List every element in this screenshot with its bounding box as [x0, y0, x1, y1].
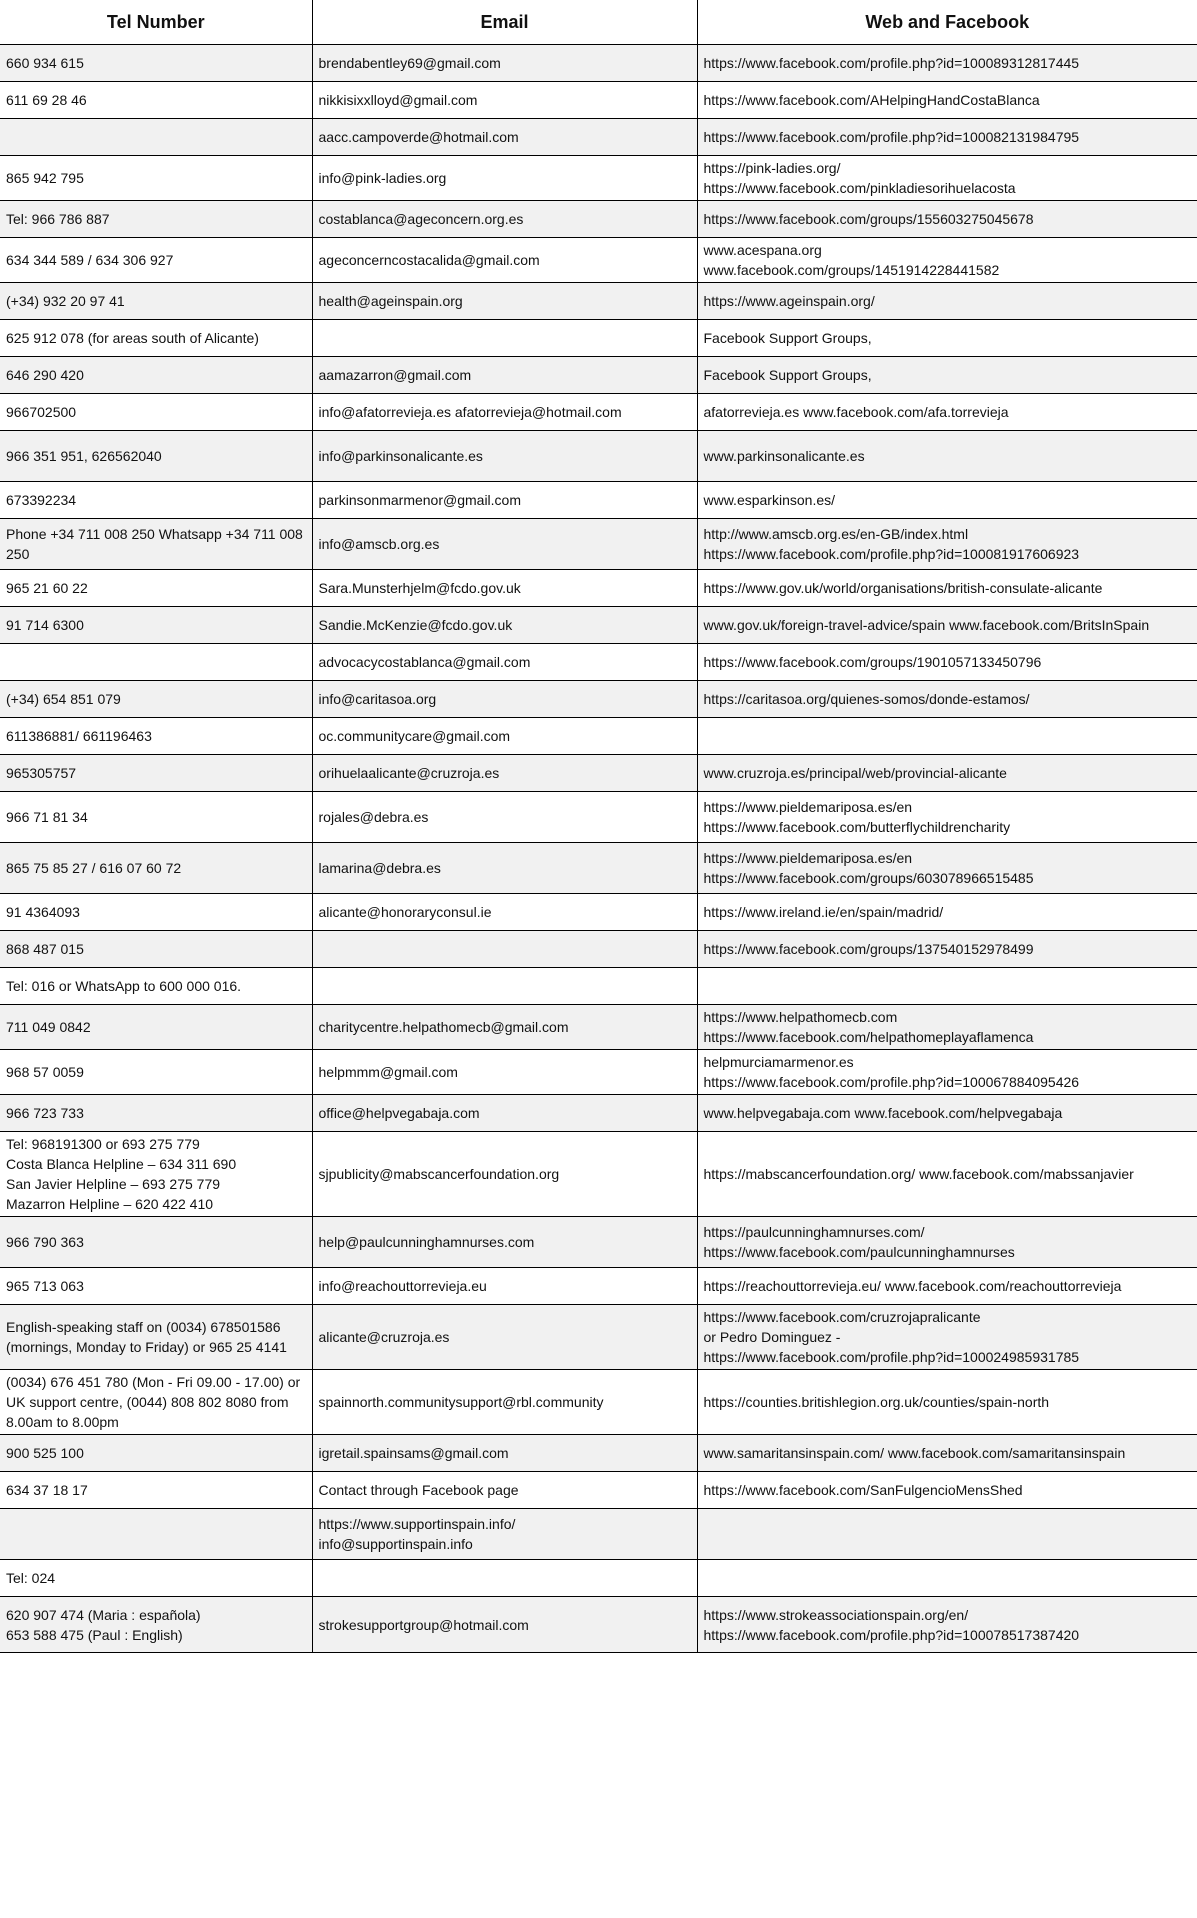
web-cell: https://www.strokeassociationspain.org/en/ https://www.facebook.com/profile.php?id=100078517387420: [697, 1597, 1197, 1653]
tel-cell: 711 049 0842: [0, 1005, 312, 1050]
tel-cell: 900 525 100: [0, 1435, 312, 1472]
web-cell: https://www.gov.uk/world/organisations/british-consulate-alicante: [697, 570, 1197, 607]
email-cell: info@afatorrevieja.es afatorrevieja@hotmail.com: [312, 394, 697, 431]
email-cell: alicante@cruzroja.es: [312, 1305, 697, 1370]
email-cell: info@parkinsonalicante.es: [312, 431, 697, 482]
tel-cell: 966 351 951, 626562040: [0, 431, 312, 482]
tel-cell: 965305757: [0, 755, 312, 792]
web-cell: [697, 718, 1197, 755]
web-cell: www.helpvegabaja.com www.facebook.com/helpvegabaja: [697, 1095, 1197, 1132]
email-cell: info@pink-ladies.org: [312, 156, 697, 201]
web-cell: https://www.facebook.com/AHelpingHandCostaBlanca: [697, 82, 1197, 119]
email-cell: nikkisixxlloyd@gmail.com: [312, 82, 697, 119]
header-tel-number: Tel Number: [0, 0, 312, 45]
tel-cell: 91 4364093: [0, 894, 312, 931]
table-row: [0, 238, 1197, 283]
tel-cell: Phone +34 711 008 250 Whatsapp +34 711 008 250: [0, 519, 312, 570]
email-cell: sjpublicity@mabscancerfoundation.org: [312, 1132, 697, 1217]
web-cell: www.gov.uk/foreign-travel-advice/spain www.facebook.com/BritsInSpain: [697, 607, 1197, 644]
email-cell: alicante@honoraryconsul.ie: [312, 894, 697, 931]
table-row: [0, 82, 1197, 119]
table-row: [0, 431, 1197, 482]
header-email: Email: [312, 0, 697, 45]
header-row: [0, 0, 1197, 45]
table-row: [0, 607, 1197, 644]
table-row: [0, 1268, 1197, 1305]
email-cell: [312, 1560, 697, 1597]
web-cell: afatorrevieja.es www.facebook.com/afa.torrevieja: [697, 394, 1197, 431]
web-cell: https://www.pieldemariposa.es/en https://www.facebook.com/butterflychildrencharity: [697, 792, 1197, 843]
email-cell: rojales@debra.es: [312, 792, 697, 843]
tel-cell: 611386881/ 661196463: [0, 718, 312, 755]
web-cell: helpmurciamarmenor.es https://www.facebook.com/profile.php?id=100067884095426: [697, 1050, 1197, 1095]
tel-cell: [0, 119, 312, 156]
web-cell: [697, 1560, 1197, 1597]
table-row: [0, 792, 1197, 843]
web-cell: Facebook Support Groups,: [697, 357, 1197, 394]
table-row: [0, 394, 1197, 431]
tel-cell: 620 907 474 (Maria : española) 653 588 475 (Paul : English): [0, 1597, 312, 1653]
web-cell: www.esparkinson.es/: [697, 482, 1197, 519]
web-cell: https://mabscancerfoundation.org/ www.facebook.com/mabssanjavier: [697, 1132, 1197, 1217]
table-row: [0, 570, 1197, 607]
table-row: [0, 718, 1197, 755]
tel-cell: 625 912 078 (for areas south of Alicante): [0, 320, 312, 357]
web-cell: https://reachouttorrevieja.eu/ www.facebook.com/reachouttorrevieja: [697, 1268, 1197, 1305]
web-cell: https://www.facebook.com/profile.php?id=100082131984795: [697, 119, 1197, 156]
email-cell: https://www.supportinspain.info/ info@supportinspain.info: [312, 1509, 697, 1560]
web-cell: www.samaritansinspain.com/ www.facebook.com/samaritansinspain: [697, 1435, 1197, 1472]
email-cell: orihuelaalicante@cruzroja.es: [312, 755, 697, 792]
email-cell: strokesupportgroup@hotmail.com: [312, 1597, 697, 1653]
web-cell: [697, 968, 1197, 1005]
web-cell: https://www.ireland.ie/en/spain/madrid/: [697, 894, 1197, 931]
email-cell: Contact through Facebook page: [312, 1472, 697, 1509]
email-cell: [312, 931, 697, 968]
web-cell: https://pink-ladies.org/ https://www.facebook.com/pinkladiesorihuelacosta: [697, 156, 1197, 201]
email-cell: charitycentre.helpathomecb@gmail.com: [312, 1005, 697, 1050]
tel-cell: 966 71 81 34: [0, 792, 312, 843]
email-cell: [312, 320, 697, 357]
email-cell: health@ageinspain.org: [312, 283, 697, 320]
tel-cell: 611 69 28 46: [0, 82, 312, 119]
web-cell: Facebook Support Groups,: [697, 320, 1197, 357]
tel-cell: 965 713 063: [0, 1268, 312, 1305]
email-cell: info@reachouttorrevieja.eu: [312, 1268, 697, 1305]
table-row: [0, 1435, 1197, 1472]
web-cell: www.cruzroja.es/principal/web/provincial-alicante: [697, 755, 1197, 792]
table-row: [0, 843, 1197, 894]
table-row: [0, 755, 1197, 792]
tel-cell: 660 934 615: [0, 45, 312, 82]
tel-cell: [0, 1509, 312, 1560]
table-row: [0, 644, 1197, 681]
tel-cell: English-speaking staff on (0034) 678501586 (mornings, Monday to Friday) or 965 25 4141: [0, 1305, 312, 1370]
web-cell: https://www.facebook.com/cruzrojapralicante or Pedro Dominguez - https://www.facebook.com/profile.php?id=100024985931785: [697, 1305, 1197, 1370]
tel-cell: (+34) 932 20 97 41: [0, 283, 312, 320]
email-cell: aamazarron@gmail.com: [312, 357, 697, 394]
email-cell: help@paulcunninghamnurses.com: [312, 1217, 697, 1268]
table-row: [0, 45, 1197, 82]
table-row: [0, 357, 1197, 394]
web-cell: https://www.facebook.com/SanFulgencioMensShed: [697, 1472, 1197, 1509]
table-row: [0, 931, 1197, 968]
web-cell: https://www.facebook.com/groups/1901057133450796: [697, 644, 1197, 681]
tel-cell: Tel: 968191300 or 693 275 779 Costa Blanca Helpline – 634 311 690 San Javier Helpline – 693 275 779 Mazarron Helpline – 620 422 410: [0, 1132, 312, 1217]
email-cell: aacc.campoverde@hotmail.com: [312, 119, 697, 156]
header-web-facebook: Web and Facebook: [697, 0, 1197, 45]
table-row: [0, 1509, 1197, 1560]
table-body: [0, 45, 1197, 1653]
table-row: [0, 968, 1197, 1005]
web-cell: http://www.amscb.org.es/en-GB/index.html https://www.facebook.com/profile.php?id=100081917606923: [697, 519, 1197, 570]
tel-cell: 966702500: [0, 394, 312, 431]
tel-cell: Tel: 016 or WhatsApp to 600 000 016.: [0, 968, 312, 1005]
table-row: [0, 681, 1197, 718]
web-cell: https://www.facebook.com/groups/137540152978499: [697, 931, 1197, 968]
tel-cell: 673392234: [0, 482, 312, 519]
email-cell: advocacycostablanca@gmail.com: [312, 644, 697, 681]
email-cell: helpmmm@gmail.com: [312, 1050, 697, 1095]
email-cell: office@helpvegabaja.com: [312, 1095, 697, 1132]
web-cell: https://www.pieldemariposa.es/en https://www.facebook.com/groups/603078966515485: [697, 843, 1197, 894]
table-row: [0, 1005, 1197, 1050]
table-row: [0, 1560, 1197, 1597]
email-cell: [312, 968, 697, 1005]
tel-cell: 868 487 015: [0, 931, 312, 968]
tel-cell: 634 37 18 17: [0, 1472, 312, 1509]
tel-cell: 865 75 85 27 / 616 07 60 72: [0, 843, 312, 894]
email-cell: info@amscb.org.es: [312, 519, 697, 570]
table-row: [0, 156, 1197, 201]
tel-cell: 634 344 589 / 634 306 927: [0, 238, 312, 283]
table-row: [0, 1217, 1197, 1268]
tel-cell: 968 57 0059: [0, 1050, 312, 1095]
tel-cell: 91 714 6300: [0, 607, 312, 644]
tel-cell: Tel: 966 786 887: [0, 201, 312, 238]
email-cell: brendabentley69@gmail.com: [312, 45, 697, 82]
table-row: [0, 1597, 1197, 1653]
web-cell: https://counties.britishlegion.org.uk/counties/spain-north: [697, 1370, 1197, 1435]
tel-cell: 646 290 420: [0, 357, 312, 394]
tel-cell: (+34) 654 851 079: [0, 681, 312, 718]
table-row: [0, 1305, 1197, 1370]
web-cell: https://caritasoa.org/quienes-somos/donde-estamos/: [697, 681, 1197, 718]
table-row: [0, 1472, 1197, 1509]
tel-cell: 965 21 60 22: [0, 570, 312, 607]
email-cell: parkinsonmarmenor@gmail.com: [312, 482, 697, 519]
email-cell: lamarina@debra.es: [312, 843, 697, 894]
web-cell: https://www.facebook.com/profile.php?id=100089312817445: [697, 45, 1197, 82]
tel-cell: [0, 644, 312, 681]
tel-cell: 966 723 733: [0, 1095, 312, 1132]
table-row: [0, 894, 1197, 931]
email-cell: oc.communitycare@gmail.com: [312, 718, 697, 755]
web-cell: https://www.ageinspain.org/: [697, 283, 1197, 320]
table-row: [0, 1050, 1197, 1095]
web-cell: https://paulcunninghamnurses.com/ https://www.facebook.com/paulcunninghamnurses: [697, 1217, 1197, 1268]
table-row: [0, 519, 1197, 570]
table-row: [0, 119, 1197, 156]
web-cell: www.parkinsonalicante.es: [697, 431, 1197, 482]
web-cell: https://www.helpathomecb.com https://www.facebook.com/helpathomeplayaflamenca: [697, 1005, 1197, 1050]
table-row: [0, 283, 1197, 320]
table-row: [0, 201, 1197, 238]
email-cell: igretail.spainsams@gmail.com: [312, 1435, 697, 1472]
web-cell: [697, 1509, 1197, 1560]
email-cell: spainnorth.communitysupport@rbl.community: [312, 1370, 697, 1435]
web-cell: https://www.facebook.com/groups/155603275045678: [697, 201, 1197, 238]
web-cell: www.acespana.org www.facebook.com/groups/1451914228441582: [697, 238, 1197, 283]
tel-cell: Tel: 024: [0, 1560, 312, 1597]
table-row: [0, 1370, 1197, 1435]
table-row: [0, 1132, 1197, 1217]
table-row: [0, 1095, 1197, 1132]
email-cell: info@caritasoa.org: [312, 681, 697, 718]
email-cell: costablanca@ageconcern.org.es: [312, 201, 697, 238]
tel-cell: 865 942 795: [0, 156, 312, 201]
tel-cell: (0034) 676 451 780 (Mon - Fri 09.00 - 17.00) or UK support centre, (0044) 808 802 8080 from 8.00am to 8.00pm: [0, 1370, 312, 1435]
table-row: [0, 482, 1197, 519]
email-cell: Sara.Munsterhjelm@fcdo.gov.uk: [312, 570, 697, 607]
email-cell: Sandie.McKenzie@fcdo.gov.uk: [312, 607, 697, 644]
table-row: [0, 320, 1197, 357]
tel-cell: 966 790 363: [0, 1217, 312, 1268]
email-cell: ageconcerncostacalida@gmail.com: [312, 238, 697, 283]
